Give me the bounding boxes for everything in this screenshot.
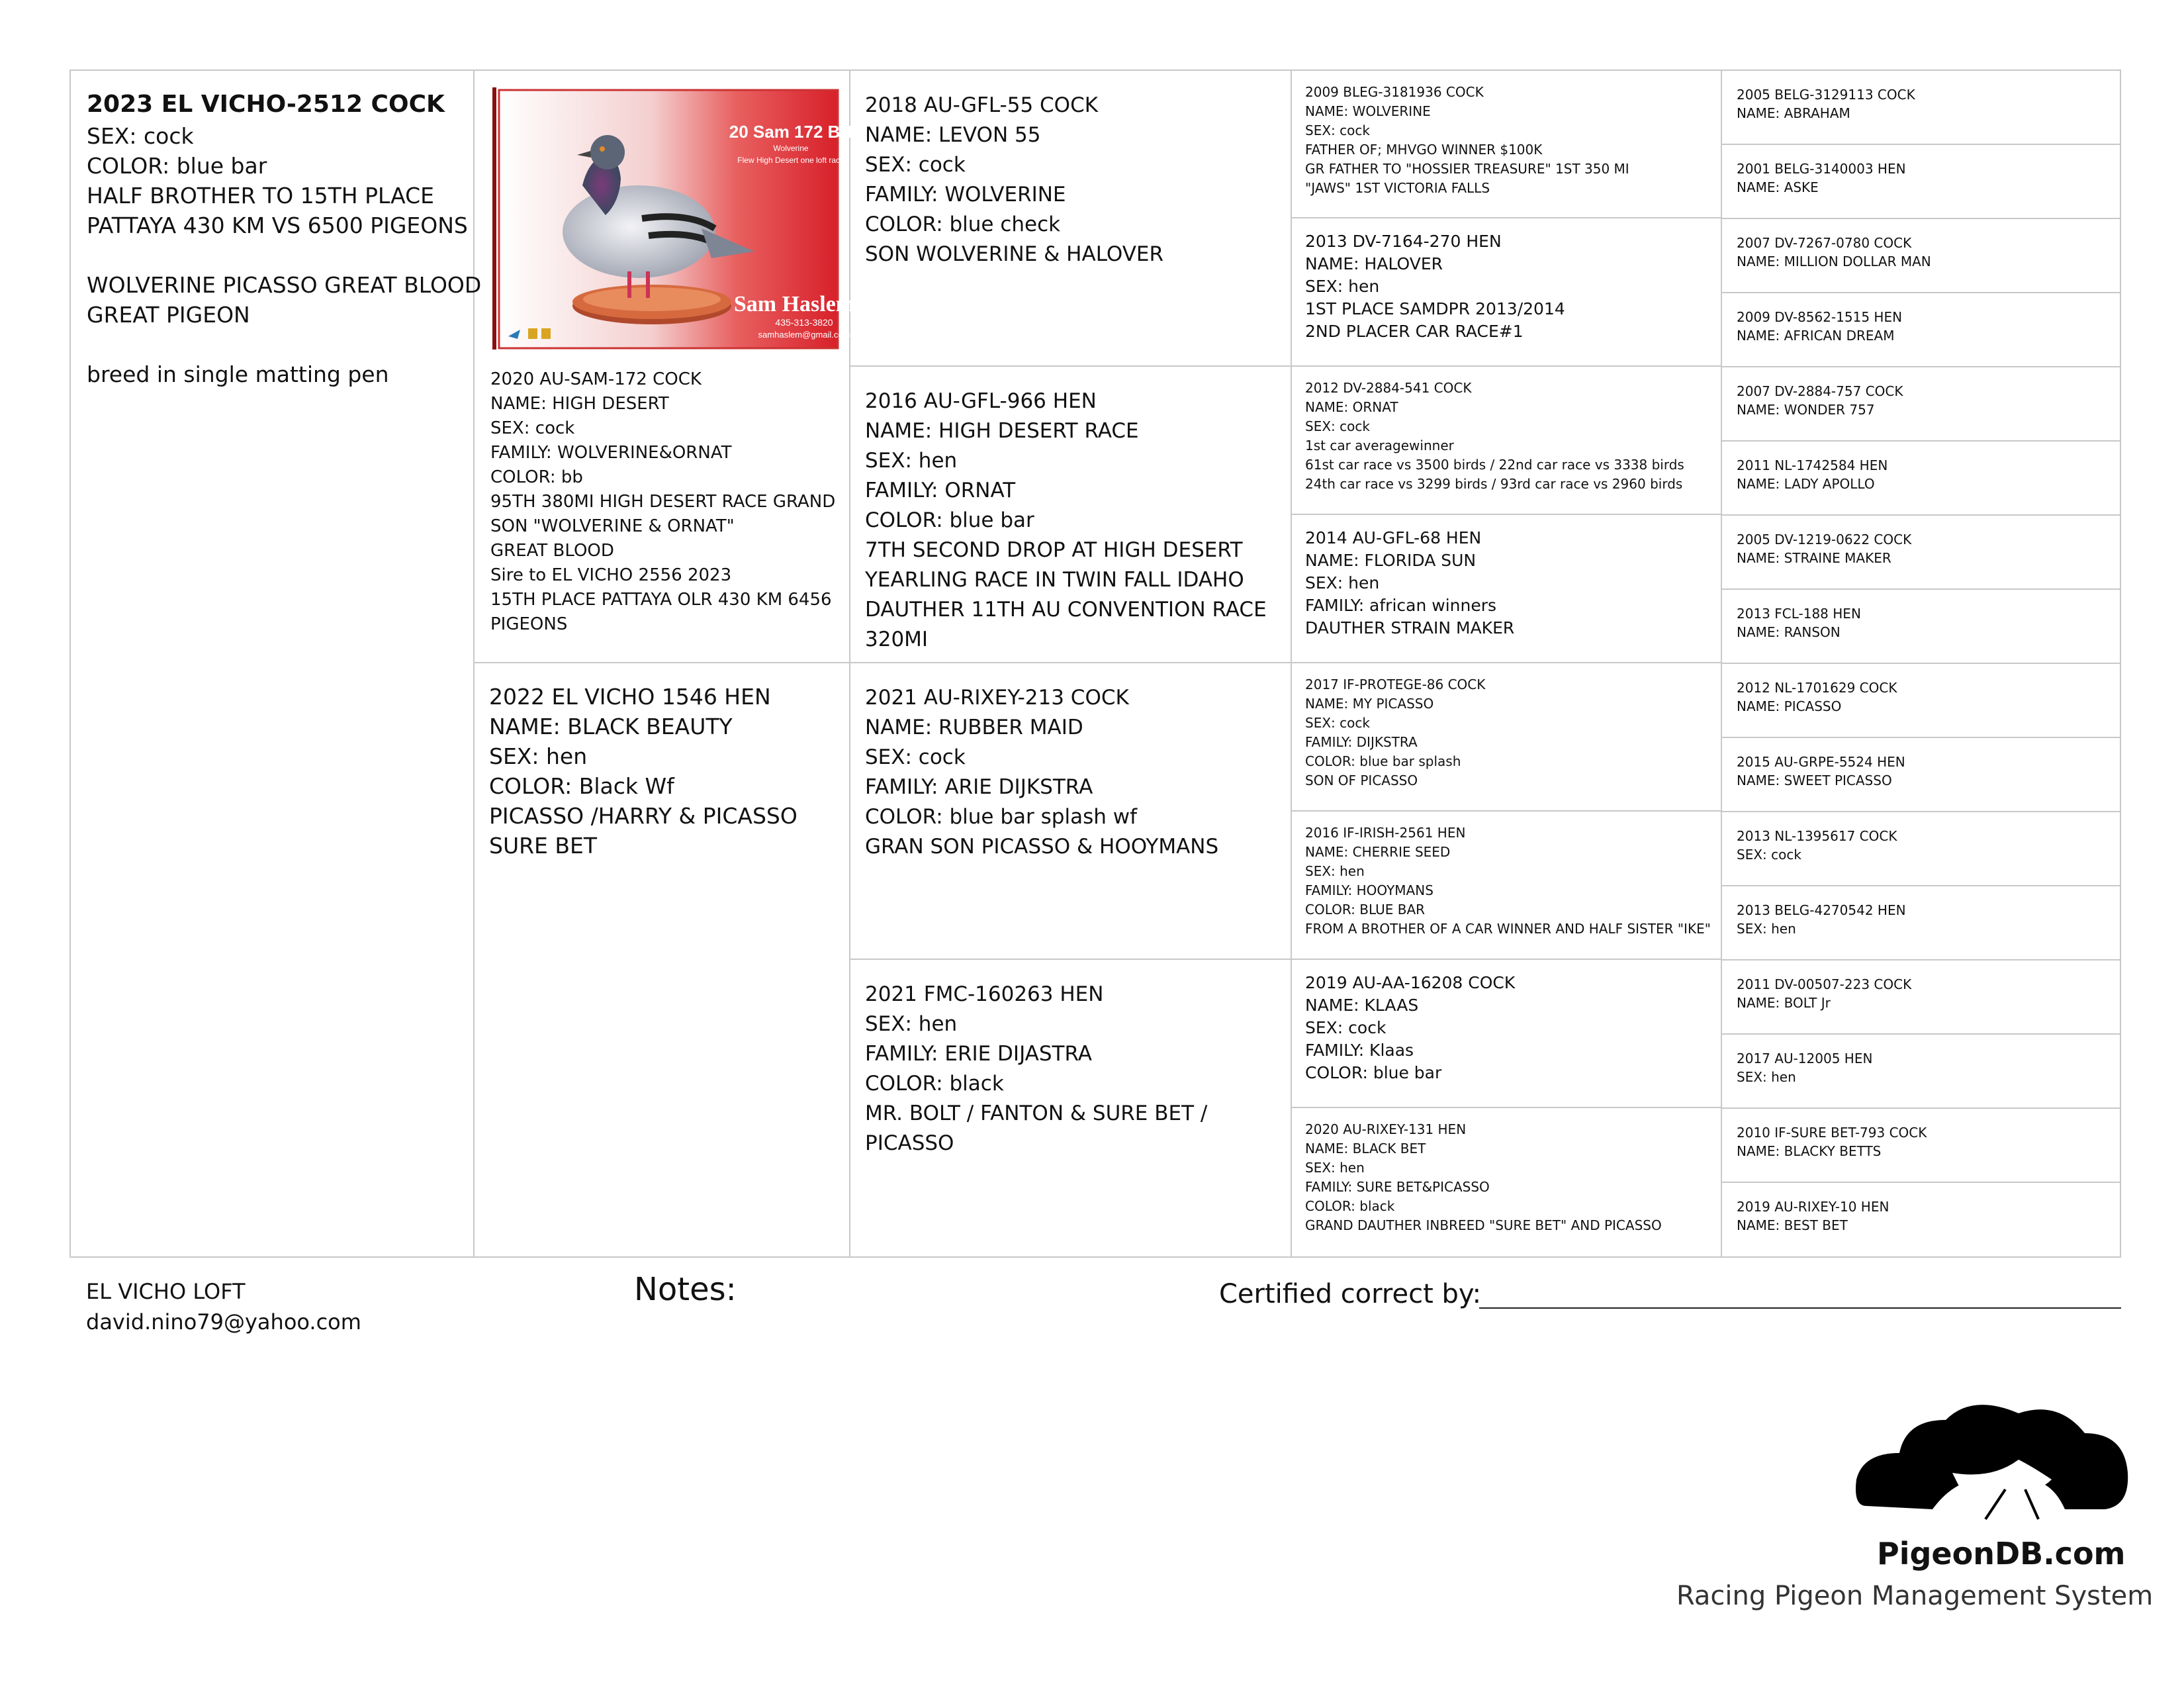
sire-details [490,367,835,637]
photo-headline: 20 Sam 172 BH [729,122,853,142]
detail-line: SEX: hen [1305,1160,1365,1176]
detail-line: Sire to EL VICHO 2556 2023 [490,565,732,585]
detail-line: 2013 DV-7164-270 HEN [1305,232,1502,251]
detail-line: 2012 DV-2884-541 COCK [1305,380,1472,396]
detail-line: 61st car race vs 3500 birds / 22nd car race vs 3338 birds [1305,457,1684,473]
detail-line: FAMILY: ORNAT [865,479,1016,502]
detail-line: 2001 BELG-3140003 HEN [1737,161,1906,177]
detail-line: PICASSO [865,1131,954,1155]
great-great-grandparent-cell-4 [1722,293,2121,367]
detail-line: 2018 AU-GFL-55 COCK [865,93,1099,117]
detail-line: 2020 AU-RIXEY-131 HEN [1305,1121,1467,1137]
grandparent-cell-3 [850,663,1292,960]
detail-line: COLOR: blue bar [87,153,267,179]
great-grandparent-cell-1 [1292,71,1722,218]
detail-line: SEX: hen [1305,277,1380,296]
detail-line: "JAWS" 1ST VICTORIA FALLS [1305,180,1490,196]
pigeon-photo [490,86,855,351]
great-great-grandparent-cell-7 [1722,516,2121,590]
detail-line: GR FATHER TO "HOSSIER TREASURE" 1ST 350 MI [1305,161,1629,177]
detail-line: COLOR: bb [490,467,583,487]
detail-line: NAME: BLACK BEAUTY [489,714,733,739]
detail-line: FAMILY: SURE BET&PICASSO [1305,1179,1490,1195]
detail-line: NAME: ASKE [1737,179,1819,195]
great-grandparent-cell-6 [1292,812,1722,960]
detail-line: NAME: FLORIDA SUN [1305,551,1477,570]
great-great-grandparent-cell-2 [1722,145,2121,219]
detail-line: SEX: cock [1305,1018,1387,1037]
detail-line: FAMILY: african winners [1305,596,1497,615]
grandparent-cell-1 [850,71,1292,367]
brand-name: PigeonDB.com [1877,1536,2126,1571]
detail-line: SEX: hen [865,1012,958,1036]
photo-sub2: Flew High Desert one loft race [737,156,844,165]
photo-email: samhaslem@gmail.com [758,330,850,340]
detail-line: COLOR: blue bar [865,508,1034,532]
loft-name: EL VICHO LOFT [86,1279,246,1304]
detail-line: SEX: hen [1737,921,1796,937]
great-great-grandparent-cell-6 [1722,442,2121,516]
great-great-grandparent-cell-10 [1722,738,2121,812]
great-grandparent-cell-7 [1292,960,1722,1108]
brand-tagline: Racing Pigeon Management System [1676,1581,2154,1611]
detail-line: SURE BET [489,833,598,859]
detail-line: MR. BOLT / FANTON & SURE BET / [865,1102,1208,1125]
detail-line: SEX: cock [865,745,966,769]
great-great-grandparent-cell-13 [1722,961,2121,1035]
detail-line: GRAND DAUTHER INBREED "SURE BET" AND PICASSO [1305,1217,1662,1233]
detail-line: 2011 DV-00507-223 COCK [1737,976,1912,992]
detail-line: SEX: cock [1305,715,1370,731]
detail-line: SON OF PICASSO [1305,773,1418,788]
detail-line: SEX: hen [865,449,958,473]
detail-line: GREAT PIGEON [87,302,250,328]
pedigree-grid [69,70,2121,1258]
photo-owner: Sam Haslem [733,292,855,316]
detail-line: NAME: MY PICASSO [1305,696,1434,712]
detail-line: COLOR: Black Wf [489,773,674,799]
detail-line: FAMILY: WOLVERINE&ORNAT [490,443,732,463]
loft-email: david.nino79@yahoo.com [86,1309,361,1335]
detail-line: NAME: RANSON [1737,624,1841,640]
great-great-grandparent-cell-8 [1722,590,2121,664]
detail-line: 2020 AU-SAM-172 COCK [490,369,702,389]
detail-line: 2009 BLEG-3181936 COCK [1305,84,1484,100]
detail-line: 24th car race vs 3299 birds / 93rd car race vs 2960 birds [1305,476,1683,492]
detail-line: NAME: AFRICAN DREAM [1737,328,1895,344]
dam-cell [475,663,850,1258]
great-great-grandparent-cell-3 [1722,219,2121,293]
detail-line: NAME: WOLVERINE [1305,103,1431,119]
detail-line: 2014 AU-GFL-68 HEN [1305,528,1482,547]
detail-line: 2016 AU-GFL-966 HEN [865,389,1097,413]
great-great-grandparent-cell-12 [1722,886,2121,961]
great-great-grandparent-cell-14 [1722,1035,2121,1109]
detail-line: SEX: cock [1737,847,1801,863]
notes-label: Notes: [634,1271,737,1308]
detail-line: 1ST PLACE SAMDPR 2013/2014 [1305,299,1565,318]
detail-line: SEX: cock [490,418,575,438]
detail-line: 2021 AU-RIXEY-213 COCK [865,686,1129,710]
detail-line: 2012 NL-1701629 COCK [1737,680,1897,696]
detail-line: NAME: PICASSO [1737,698,1842,714]
detail-line: NAME: ORNAT [1305,399,1398,415]
subject-title: 2023 EL VICHO-2512 COCK [87,91,445,118]
detail-line: FAMILY: HOOYMANS [1305,882,1433,898]
detail-line: SEX: cock [1305,418,1370,434]
detail-line: FAMILY: DIJKSTRA [1305,734,1418,750]
detail-line: FAMILY: WOLVERINE [865,183,1066,207]
detail-line: 2022 EL VICHO 1546 HEN [489,684,771,710]
great-great-grandparent-cell-9 [1722,664,2121,738]
detail-line: PATTAYA 430 KM VS 6500 PIGEONS [87,212,468,238]
detail-line: NAME: HIGH DESERT RACE [865,419,1139,443]
detail-line: NAME: BEST BET [1737,1217,1848,1233]
detail-line: NAME: STRAINE MAKER [1737,550,1891,566]
detail-line: GREAT BLOOD [490,541,614,561]
detail-line: YEARLING RACE IN TWIN FALL IDAHO [865,568,1244,592]
detail-line: COLOR: blue bar splash [1305,753,1461,769]
detail-line: 2009 DV-8562-1515 HEN [1737,309,1903,325]
detail-line: 2007 DV-7267-0780 COCK [1737,235,1912,251]
detail-line: 2007 DV-2884-757 COCK [1737,383,1903,399]
detail-line: SON "WOLVERINE & ORNAT" [490,516,735,536]
detail-line: NAME: HALOVER [1305,254,1443,273]
detail-line: COLOR: BLUE BAR [1305,902,1426,917]
detail-line: FROM A BROTHER OF A CAR WINNER AND HALF SISTER "IKE" [1305,921,1711,937]
detail-line: SEX: hen [1737,1069,1796,1085]
detail-line: NAME: ABRAHAM [1737,105,1850,121]
detail-line: PICASSO /HARRY & PICASSO [489,803,797,829]
great-great-grandparent-cell-5 [1722,367,2121,442]
great-great-grandparent-cell-16 [1722,1183,2121,1258]
great-great-grandparent-cell-1 [1722,71,2121,145]
detail-line: FAMILY: ERIE DIJASTRA [865,1042,1092,1066]
detail-line: NAME: RUBBER MAID [865,716,1083,739]
detail-line: SEX: cock [1305,122,1370,138]
detail-line: breed in single matting pen [87,361,389,387]
great-grandparent-cell-2 [1292,218,1722,367]
grandparent-cell-2 [850,367,1292,663]
detail-line: 2015 AU-GRPE-5524 HEN [1737,754,1905,770]
certified-signature-line[interactable] [1479,1307,2121,1309]
detail-line: 2011 NL-1742584 HEN [1737,457,1888,473]
detail-line: 2017 AU-12005 HEN [1737,1051,1873,1066]
detail-line: SEX: hen [1305,863,1365,879]
detail-line: FATHER OF; MHVGO WINNER $100K [1305,142,1543,158]
detail-line: 2ND PLACER CAR RACE#1 [1305,322,1524,341]
detail-line: 2019 AU-AA-16208 COCK [1305,973,1516,992]
detail-line: 1st car averagewinner [1305,438,1454,453]
subject-details [87,121,482,389]
detail-line: 2019 AU-RIXEY-10 HEN [1737,1199,1889,1215]
subject-cell [71,71,482,1258]
certified-label: Certified correct by: [1219,1279,1482,1309]
detail-line: 2013 FCL-188 HEN [1737,606,1861,622]
detail-line: COLOR: black [1305,1198,1395,1214]
detail-line: NAME: HIGH DESERT [490,394,669,414]
detail-line: 2013 NL-1395617 COCK [1737,828,1897,844]
pigeondb-logo [1853,1380,2131,1539]
great-grandparent-cell-3 [1292,367,1722,515]
detail-line: 95TH 380MI HIGH DESERT RACE GRAND [490,492,836,512]
detail-line: NAME: BOLT Jr [1737,995,1831,1011]
great-grandparent-cell-4 [1292,515,1722,663]
detail-line: SEX: cock [865,153,966,177]
detail-line: 320MI [865,628,929,651]
detail-line: SEX: hen [1305,573,1380,592]
detail-line: HALF BROTHER TO 15TH PLACE [87,183,435,209]
detail-line: 2010 IF-SURE BET-793 COCK [1737,1125,1927,1141]
detail-line: FAMILY: ARIE DIJKSTRA [865,775,1093,799]
detail-line: SEX: cock [87,123,194,149]
detail-line: 7TH SECOND DROP AT HIGH DESERT [865,538,1243,562]
detail-line: PIGEONS [490,614,568,634]
detail-line: COLOR: blue bar splash wf [865,805,1137,829]
detail-line: FAMILY: Klaas [1305,1041,1414,1060]
detail-line [87,240,467,270]
detail-line: COLOR: black [865,1072,1004,1096]
detail-line [87,330,467,359]
grandparent-cell-4 [850,960,1292,1258]
detail-line: NAME: LADY APOLLO [1737,476,1875,492]
detail-line: DAUTHER 11TH AU CONVENTION RACE [865,598,1267,622]
great-grandparent-cell-5 [1292,663,1722,812]
detail-line: 2005 DV-1219-0622 COCK [1737,532,1912,547]
detail-line: SON WOLVERINE & HALOVER [865,242,1164,266]
detail-line: GRAN SON PICASSO & HOOYMANS [865,835,1219,859]
detail-line: NAME: KLAAS [1305,996,1419,1015]
detail-line: NAME: MILLION DOLLAR MAN [1737,254,1931,269]
detail-line: 2005 BELG-3129113 COCK [1737,87,1915,103]
great-great-grandparent-cell-11 [1722,812,2121,886]
great-great-grandparent-cell-15 [1722,1109,2121,1183]
great-grandparent-cell-8 [1292,1108,1722,1258]
photo-sub1: Wolverine [773,144,809,153]
detail-line: NAME: SWEET PICASSO [1737,773,1892,788]
detail-line: NAME: CHERRIE SEED [1305,844,1451,860]
detail-line: 2017 IF-PROTEGE-86 COCK [1305,677,1486,692]
detail-line: 15TH PLACE PATTAYA OLR 430 KM 6456 [490,590,832,610]
detail-line: NAME: LEVON 55 [865,123,1041,147]
detail-line: COLOR: blue bar [1305,1063,1442,1082]
detail-line: COLOR: blue check [865,212,1061,236]
detail-line: 2016 IF-IRISH-2561 HEN [1305,825,1466,841]
detail-line: NAME: WONDER 757 [1737,402,1875,418]
detail-line: NAME: BLACK BET [1305,1141,1426,1156]
photo-phone: 435-313-3820 [775,317,833,328]
dam-details [489,682,836,861]
detail-line: 2021 FMC-160263 HEN [865,982,1104,1006]
detail-line: SEX: hen [489,743,588,769]
detail-line: WOLVERINE PICASSO GREAT BLOOD [87,272,482,298]
detail-line: DAUTHER STRAIN MAKER [1305,618,1515,637]
detail-line: 2013 BELG-4270542 HEN [1737,902,1906,918]
detail-line: NAME: BLACKY BETTS [1737,1143,1882,1159]
